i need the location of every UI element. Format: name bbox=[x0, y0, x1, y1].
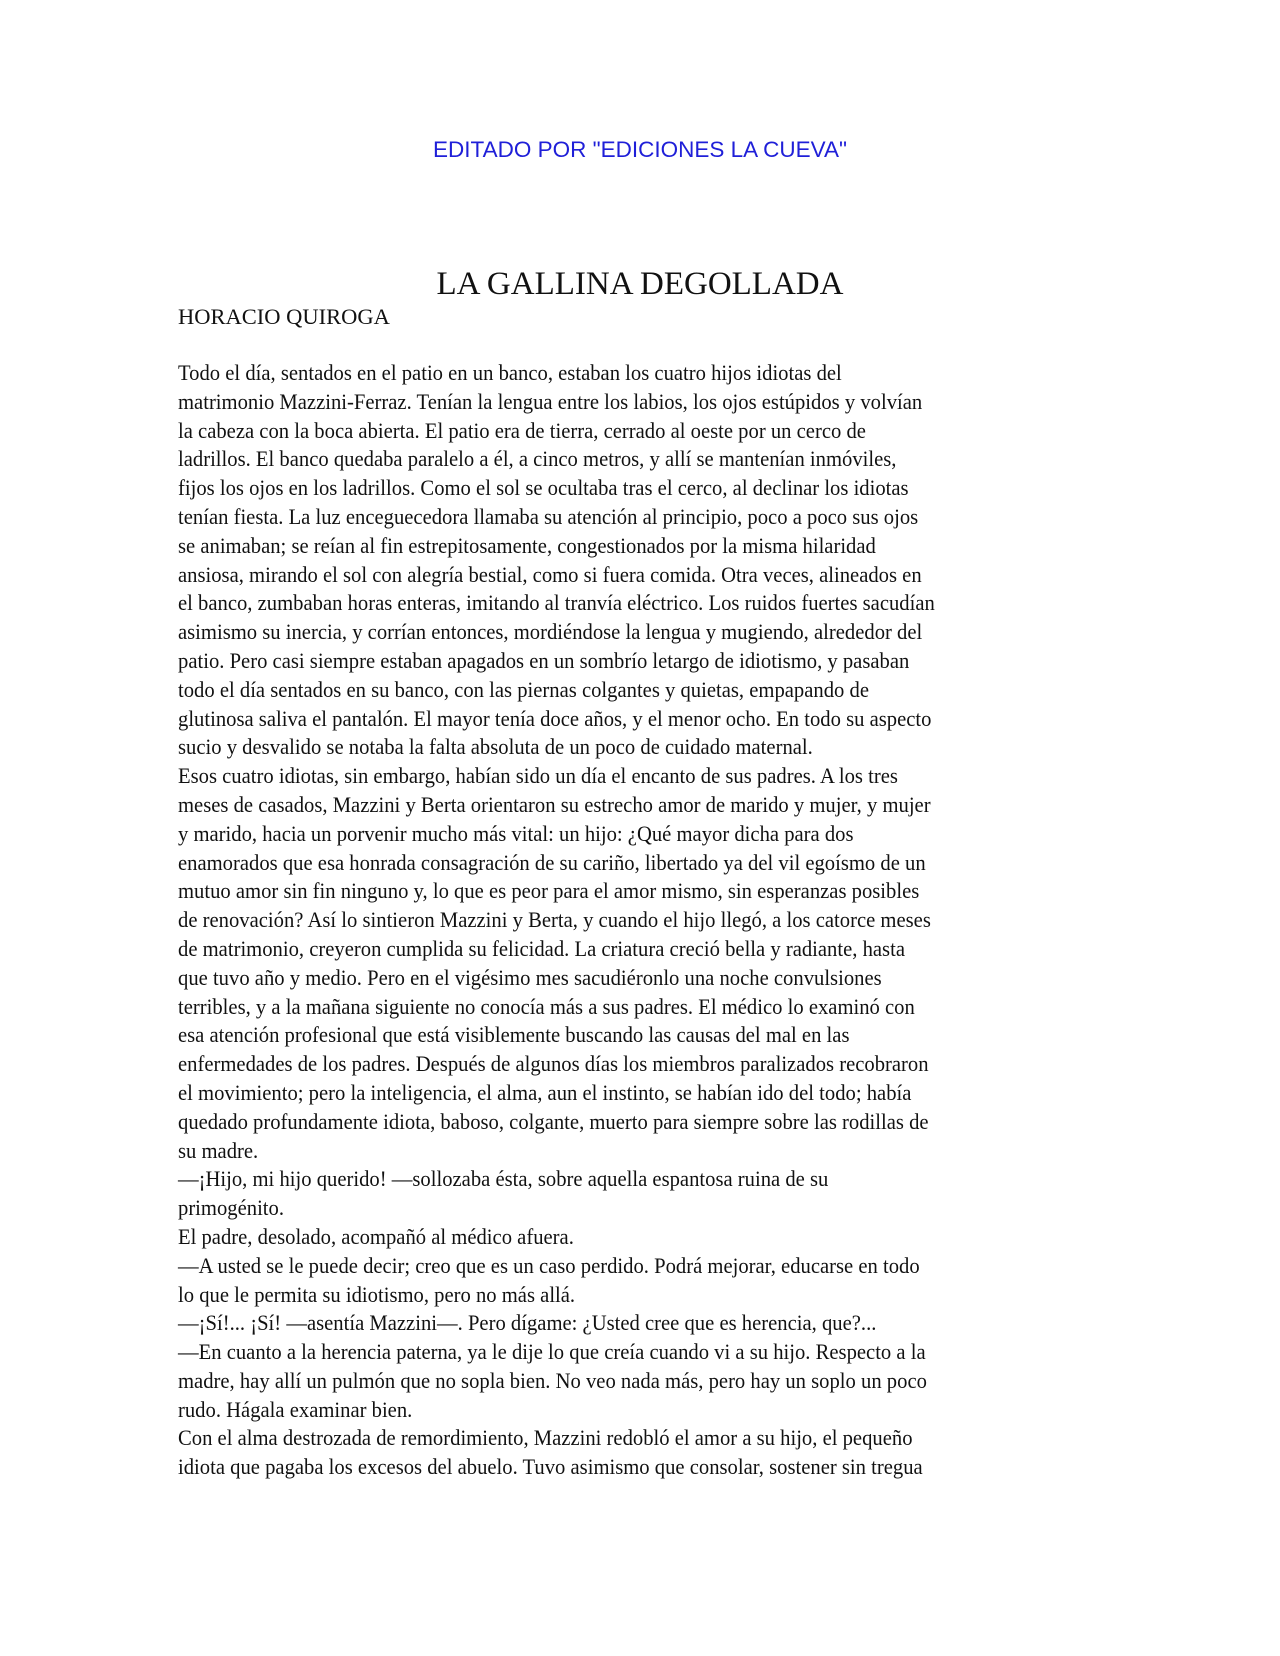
text-line: Esos cuatro idiotas, sin embargo, habían sido un día el encanto de sus padres. A los tres bbox=[178, 763, 898, 789]
text-line: esa atención profesional que está visiblemente buscando las causas del mal en las bbox=[178, 1022, 850, 1048]
text-line: —¡Sí!... ¡Sí! —asentía Mazzini—. Pero dígame: ¿Usted cree que es herencia, que?... bbox=[178, 1310, 877, 1336]
text-line: enfermedades de los padres. Después de algunos días los miembros paralizados recobraron bbox=[178, 1051, 929, 1077]
text-line: terribles, y a la mañana siguiente no conocía más a sus padres. El médico lo examinó con bbox=[178, 993, 915, 1019]
text-line: se animaban; se reían al fin estrepitosamente, congestionados por la misma hilaridad bbox=[178, 532, 876, 558]
text-line: tenían fiesta. La luz enceguecedora llamaba su atención al principio, poco a poco sus ojos bbox=[178, 503, 919, 529]
text-line: glutinosa saliva el pantalón. El mayor tenía doce años, y el menor ocho. En todo su aspecto bbox=[178, 705, 932, 731]
text-line: lo que le permita su idiotismo, pero no más allá. bbox=[178, 1281, 576, 1307]
story-title: LA GALLINA DEGOLLADA bbox=[436, 266, 844, 302]
text-line: —A usted se le puede decir; creo que es un caso perdido. Podrá mejorar, educarse en todo bbox=[178, 1252, 920, 1278]
text-line: de renovación? Así lo sintieron Mazzini y Berta, y cuando el hijo llegó, a los catorce meses bbox=[178, 907, 931, 933]
text-line: y marido, hacia un porvenir mucho más vital: un hijo: ¿Qué mayor dicha para dos bbox=[178, 820, 854, 846]
text-line: fijos los ojos en los ladrillos. Como el sol se ocultaba tras el cerco, al declinar los idiotas bbox=[178, 475, 909, 501]
text-line: matrimonio Mazzini-Ferraz. Tenían la lengua entre los labios, los ojos estúpidos y volvían bbox=[178, 388, 923, 414]
story-body bbox=[178, 359, 1118, 1482]
text-line: el movimiento; pero la inteligencia, el alma, aun el instinto, se habían ido del todo; había bbox=[178, 1079, 912, 1105]
text-line: primogénito. bbox=[178, 1195, 285, 1221]
text-line: que tuvo año y medio. Pero en el vigésimo mes sacudiéronlo una noche convulsiones bbox=[178, 964, 882, 990]
text-line: quedado profundamente idiota, baboso, colgante, muerto para siempre sobre las rodillas de bbox=[178, 1108, 929, 1134]
text-line: patio. Pero casi siempre estaban apagados en un sombrío letargo de idiotismo, y pasaban bbox=[178, 647, 910, 673]
text-line: el banco, zumbaban horas enteras, imitando al tranvía eléctrico. Los ruidos fuertes sacudían bbox=[178, 590, 935, 616]
text-line: asimismo su inercia, y corrían entonces, mordiéndose la lengua y mugiendo, alrededor del bbox=[178, 619, 923, 645]
text-line: meses de casados, Mazzini y Berta orientaron su estrecho amor de marido y mujer, y mujer bbox=[178, 791, 931, 817]
text-line: El padre, desolado, acompañó al médico afuera. bbox=[178, 1223, 574, 1249]
text-line: ansiosa, mirando el sol con alegría bestial, como si fuera comida. Otra veces, alineados en bbox=[178, 561, 922, 587]
text-line: Todo el día, sentados en el patio en un banco, estaban los cuatro hijos idiotas del bbox=[178, 360, 842, 385]
text-line: su madre. bbox=[178, 1137, 259, 1163]
text-line: mutuo amor sin fin ninguno y, lo que es peor para el amor mismo, sin esperanzas posibles bbox=[178, 878, 920, 904]
text-line: todo el día sentados en su banco, con las piernas colgantes y quietas, empapando de bbox=[178, 676, 869, 702]
text-line: rudo. Hágala examinar bien. bbox=[178, 1396, 413, 1422]
text-line: sucio y desvalido se notaba la falta absoluta de un poco de cuidado maternal. bbox=[178, 734, 813, 760]
text-line: —En cuanto a la herencia paterna, ya le dije lo que creía cuando vi a su hijo. Respecto a la bbox=[178, 1339, 926, 1365]
text-line: la cabeza con la boca abierta. El patio era de tierra, cerrado al oeste por un cerco de bbox=[178, 417, 866, 443]
author-name: HORACIO QUIROGA bbox=[178, 304, 390, 329]
text-line: enamorados que esa honrada consagración de su cariño, libertado ya del vil egoísmo de un bbox=[178, 849, 926, 875]
text-line: madre, hay allí un pulmón que no sopla bien. No veo nada más, pero hay un soplo un poco bbox=[178, 1367, 927, 1393]
text-line: —¡Hijo, mi hijo querido! —sollozaba ésta, sobre aquella espantosa ruina de su bbox=[178, 1166, 829, 1192]
text-line: idiota que pagaba los excesos del abuelo. Tuvo asimismo que consolar, sostener sin tregua bbox=[178, 1454, 923, 1480]
text-line: Con el alma destrozada de remordimiento, Mazzini redobló el amor a su hijo, el pequeño bbox=[178, 1425, 913, 1451]
publisher-header: EDITADO POR "EDICIONES LA CUEVA" bbox=[433, 137, 847, 162]
text-line: de matrimonio, creyeron cumplida su felicidad. La criatura creció bella y radiante, hasta bbox=[178, 935, 905, 961]
text-line: ladrillos. El banco quedaba paralelo a él, a cinco metros, y allí se mantenían inmóviles, bbox=[178, 446, 897, 472]
